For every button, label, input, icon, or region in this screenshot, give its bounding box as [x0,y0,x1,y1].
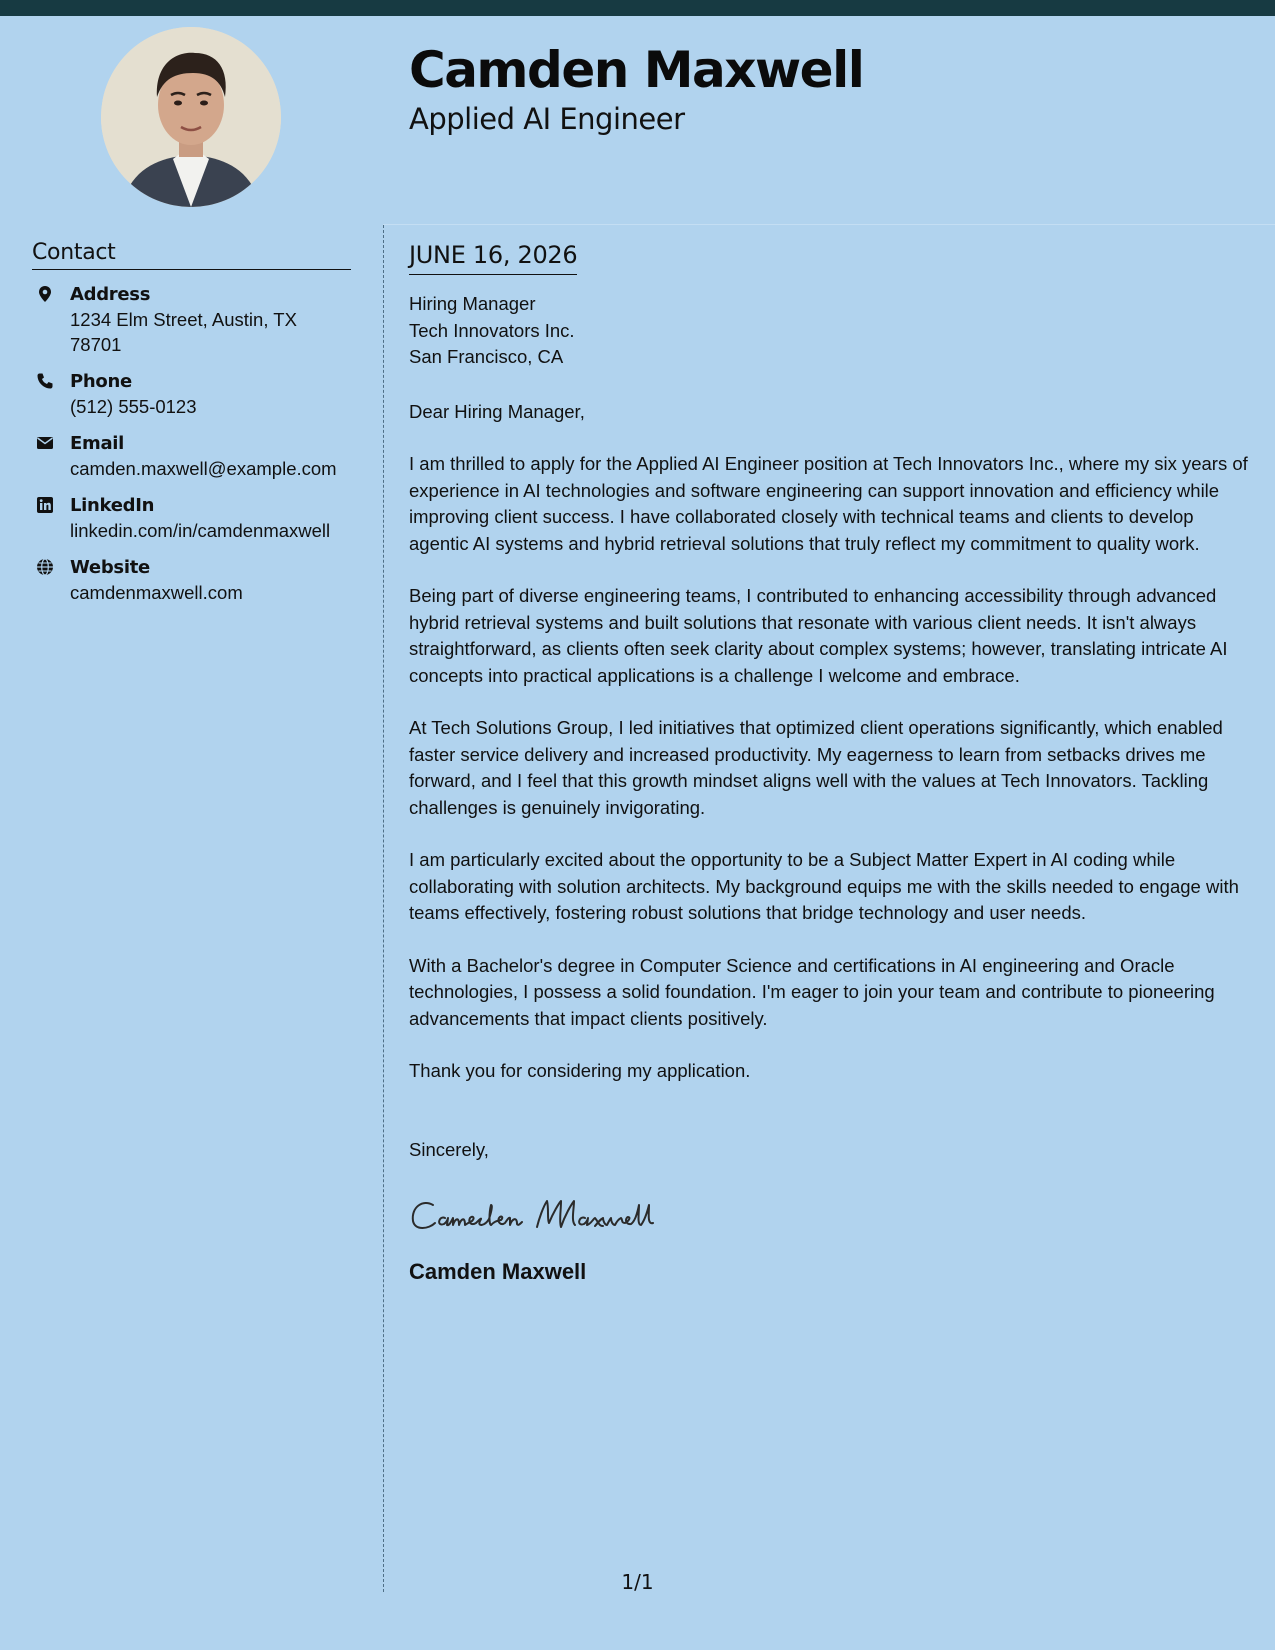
sidebar [32,240,351,617]
profile-photo [101,27,281,207]
contact-label: LinkedIn [70,495,155,516]
paragraph: I am particularly excited about the opportunity to be a Subject Matter Expert in AI coding while collaborating with solution architects. My background equips me with the skills needed to engage with teams effectively, fostering robust solutions that bridge technology and user needs. [409,849,1239,924]
contact-label: Website [70,557,150,578]
paragraph: Being part of diverse engineering teams, I contributed to enhancing accessibility through advanced hybrid retrieval systems and built solutions that resonate with various client needs. It isn't always straightforward, as clients often seek clarity about complex systems; however, translating intricate AI concepts into practical applications is a challenge I welcome and embrace. [409,585,1228,686]
map-pin-icon [36,285,54,303]
contact-label: Phone [70,371,132,392]
globe-icon [36,558,54,576]
letter-body [409,240,1254,1286]
header-divider [383,224,1275,225]
contact-address [32,282,351,357]
signature [409,1191,1254,1241]
paragraph: With a Bachelor's degree in Computer Science and certifications in AI engineering and Oracle technologies, I possess a solid foundation. I'm eager to join your team and contribute to pioneering advancements that impact clients positively. [409,954,1215,1029]
contact-linkedin [32,493,351,543]
linkedin-icon [36,496,54,514]
phone-value: (512) 555-0123 [70,396,197,417]
contact-website [32,555,351,605]
website-value[interactable]: camdenmaxwell.com [70,582,243,603]
paragraph: At Tech Solutions Group, I led initiatives that optimized client operations significantly, which enabled faster service delivery and increased productivity. My eagerness to learn from setbacks drives me forward, and I feel that this growth mindset aligns well with the values at Tech Innovators. Tackling challenges is genuinely invigorating. [409,717,1223,818]
top-bar [0,0,1275,16]
contact-label: Email [70,433,125,454]
envelope-icon [36,434,54,452]
thanks-line: Thank you for considering my application. [409,1060,751,1082]
avatar [101,27,281,207]
job-title: Applied AI Engineer [409,102,685,136]
signer-name: Camden Maxwell [409,1259,587,1285]
contact-phone [32,369,351,419]
letter-date: JUNE 16, 2026 [409,240,577,275]
column-divider [383,225,384,1592]
contact-heading: Contact [32,240,351,270]
recipient-line: Tech Innovators Inc. [409,319,575,341]
header [409,40,863,137]
recipient-line: Hiring Manager [409,293,536,315]
page-title: Camden Maxwell [409,41,864,99]
contact-label: Address [70,284,151,305]
recipient-block [409,291,1254,371]
signature-image [409,1191,679,1241]
address-value: 1234 Elm Street, Austin, TX 78701 [70,309,297,355]
recipient-line: San Francisco, CA [409,346,564,368]
page-number: 1/1 [621,1570,654,1594]
closing: Sincerely, [409,1138,489,1160]
email-value[interactable]: camden.maxwell@example.com [70,458,337,479]
contact-email [32,431,351,481]
linkedin-value[interactable]: linkedin.com/in/camdenmaxwell [70,520,331,541]
phone-icon [36,372,54,390]
paragraph: I am thrilled to apply for the Applied AI Engineer position at Tech Innovators Inc., where my six years of experience in AI technologies and software engineering can support innovation and efficiency while improving client success. I have collaborated closely with technical teams and clients to develop agentic AI systems and hybrid retrieval solutions that truly reflect my commitment to quality work. [409,453,1248,554]
salutation: Dear Hiring Manager, [409,400,585,422]
